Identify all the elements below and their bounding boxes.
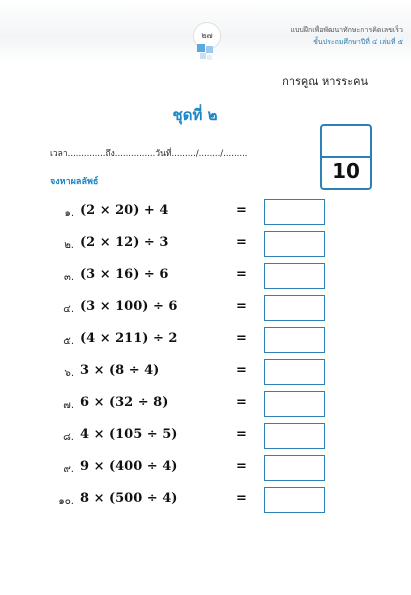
equals-sign: = [236,363,247,378]
problem-row [0,295,411,323]
set-title: ชุดที่ ๒ [172,106,218,124]
instruction: จงหาผลลัพธ์ [50,177,99,187]
problem-row [0,231,411,259]
problem-number: ๒. [64,240,74,251]
equals-sign: = [236,267,247,282]
problem-expression: (3 × 16) ÷ 6 [80,267,169,282]
problem-row [0,487,411,515]
equals-sign: = [236,491,247,506]
equals-sign: = [236,299,247,314]
score-divider [322,156,370,158]
answer-box[interactable] [264,199,325,225]
answer-box[interactable] [264,391,325,417]
problem-row [0,391,411,419]
equals-sign: = [236,427,247,442]
equals-sign: = [236,235,247,250]
problem-number: ๑. [64,208,74,219]
problem-number: ๘. [63,432,74,443]
problem-number: ๙. [63,464,74,475]
problem-row [0,455,411,483]
problem-number: ๖. [64,368,74,379]
problem-number: ๓. [63,272,74,283]
problem-expression: 9 × (400 ÷ 4) [80,459,178,474]
book-series-title: แบบฝึกเพื่อพัฒนาทักษะการคิดเลขเร็ว [290,26,403,34]
equals-sign: = [236,395,247,410]
problem-number: ๑๐. [58,496,74,507]
equals-sign: = [236,459,247,474]
time-date-line: เวลา..............ถึง...............วันที่........./......../......... [50,149,248,159]
problem-expression: 6 × (32 ÷ 8) [80,395,169,410]
problem-number: ๗. [63,400,74,411]
problem-number: ๔. [63,304,74,315]
problem-expression: (2 × 20) + 4 [80,203,169,218]
problem-row [0,359,411,387]
answer-box[interactable] [264,295,325,321]
problem-row [0,327,411,355]
total-score: 10 [332,159,360,183]
problem-number: ๕. [63,336,74,347]
problem-row [0,423,411,451]
answer-box[interactable] [264,327,325,353]
problem-expression: (3 × 100) ÷ 6 [80,299,178,314]
answer-box[interactable] [264,231,325,257]
problem-expression: 4 × (105 ÷ 5) [80,427,178,442]
problem-row [0,199,411,227]
logo-icon [197,44,215,62]
grade-volume: ชั้นประถมศึกษาปีที่ ๔ เล่มที่ ๕ [313,38,403,46]
problem-expression: (4 × 211) ÷ 2 [80,331,178,346]
problem-expression: (2 × 12) ÷ 3 [80,235,169,250]
answer-box[interactable] [264,487,325,513]
problem-expression: 8 × (500 ÷ 4) [80,491,178,506]
problem-row [0,263,411,291]
answer-box[interactable] [264,359,325,385]
equals-sign: = [236,331,247,346]
score-box [320,124,372,190]
equals-sign: = [236,203,247,218]
problem-expression: 3 × (8 ÷ 4) [80,363,160,378]
answer-box[interactable] [264,423,325,449]
answer-box[interactable] [264,455,325,481]
answer-box[interactable] [264,263,325,289]
subject-title: การคูณ หารระคน [282,75,368,88]
page-number: ๒๗ [193,22,221,50]
